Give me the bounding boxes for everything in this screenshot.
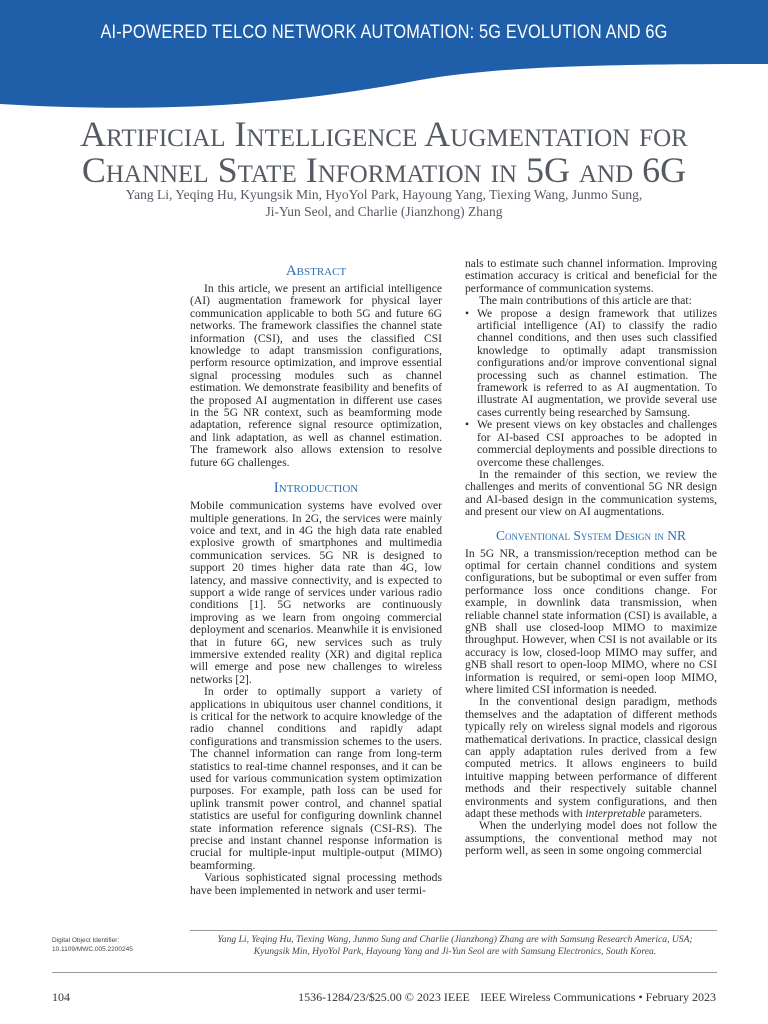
- right-column: [465, 258, 717, 858]
- affiliation-line-2: Kyungsik Min, HyoYol Park, Hayoung Yang and Ji-Yun Seol are with Samsung Electronics, South Korea.: [253, 946, 657, 957]
- contributions-intro: The main contributions of this article are that:: [479, 294, 692, 308]
- footnote-divider: [190, 930, 717, 931]
- conventional-design-heading: Conventional System Design in NR: [496, 527, 686, 543]
- paper-title: [40, 116, 728, 188]
- contribution-item-2: • We present views on key obstacles and challenges for AI-based CSI approaches to be adopted in commercial deployments and possible directions to overcome these challenges.: [465, 419, 717, 469]
- intro-paragraph-2: In order to optimally support a variety of applications in ubiquitous user channel conditions, it is critical for the network to acquire knowledge of the radio channel conditions and rapidly adapt configurations and transmission schemes to the users. The channel information can range from long-term statistics to real-time channel responses, and it can be used for various communication system optimization purposes. For example, path loss can be used for uplink transmit power control, and channel spatial statistics are useful for configuring downlink channel state information reference signals (CSI-RS). The precise and instant channel response information is crucial for multiple-input multiple-output (MIMO) beamforming.: [190, 685, 442, 872]
- interpretable-emphasis: interpretable: [585, 807, 646, 821]
- doi-block: [52, 936, 172, 954]
- paper-title-line-2: Channel State Information in 5G and 6G: [81, 150, 687, 190]
- doi-label: Digital Object Identifier:: [52, 937, 120, 944]
- footer-divider: [52, 972, 717, 973]
- conventional-paragraph-1: In 5G NR, a transmission/reception method can be optimal for certain channel conditions and system configurations, but be suboptimal or even suffer from performance loss once conditions change. For example, in downlink data transmission, when reliable channel state information (CSI) is available, a gNB shall use closed-loop MIMO to maximize throughput. However, when CSI is not available or its accuracy is low, closed-loop MIMO may suffer, and gNB shall resort to open-loop MIMO, where no CSI information is required, or semi-open loop MIMO, where limited CSI information is needed.: [465, 546, 717, 696]
- authors-line-2: Ji-Yun Seol, and Charlie (Jianzhong) Zhang: [265, 204, 503, 219]
- conventional-paragraph-2-text: In the conventional design paradigm, methods themselves and the adaptation of different methods typically rely on wireless signal models and rigorous mathematical derivations. In practice, classical design can apply adaptation rules derived from a few computed metrics. It allows engineers to build intuitive mapping between performance of different methods and their respectively suitable channel environments and system configurations, and then adapt these methods with: [465, 695, 717, 821]
- conventional-paragraph-2-end: parameters.: [645, 807, 703, 821]
- authors-line-1: Yang Li, Yeqing Hu, Kyungsik Min, HyoYol Park, Hayoung Yang, Tiexing Wang, Junmo Sung,: [125, 187, 643, 202]
- doi-value: 10.1109/MWC.005.2200245: [52, 946, 133, 953]
- abstract-text: In this article, we present an artificial intelligence (AI) augmentation framework for physical layer communication applicable to both 5G and future 6G networks. The framework classifies the channel state information (CSI), and uses the classified CSI knowledge to adapt transmission configurations, perform resource optimization, and improve essential signal processing modules such as channel estimation. We demonstrate feasibility and benefits of the proposed AI augmentation in different use cases in the 5G NR context, such as beamforming mode adaptation, reference signal resource optimization, and link adaptation, as well as channel estimation. The framework also allows extension to resolve future 6G challenges.: [190, 282, 442, 469]
- remainder-paragraph: In the remainder of this section, we review the challenges and merits of conventional 5G NR design and AI-based design in the communication systems, and present our view on AI augmentations.: [465, 467, 717, 519]
- abstract-heading: Abstract: [285, 263, 347, 279]
- header-banner: [0, 0, 768, 120]
- left-column: [190, 258, 442, 897]
- conventional-paragraph-3: When the underlying model does not follow the assumptions, the conventional method may not perform well, as seen in some ongoing commercial: [465, 819, 717, 858]
- journal-name: IEEE Wireless Communications • February 2023: [480, 990, 716, 1004]
- conventional-paragraph-2: [465, 696, 717, 820]
- affiliation-line-1: Yang Li, Yeqing Hu, Tiexing Wang, Junmo Sung and Charlie (Jianzhong) Zhang are with Samsung Research America, USA;: [217, 934, 693, 945]
- paper-title-line-1: Artificial Intelligence Augmentation for: [80, 114, 688, 154]
- page-number: 104: [52, 990, 70, 1004]
- contribution-item-1: • We propose a design framework that utilizes artificial intelligence (AI) to classify the radio channel conditions, and then uses such classified knowledge to optimally adapt transmission configurations and/or improve conventional signal processing such as channel estimation. The framework is referred to as AI augmentation. To illustrate AI augmentation, we provide several use cases currently being researched by Samsung.: [465, 308, 717, 420]
- issn-copyright: 1536-1284/23/$25.00 © 2023 IEEE: [298, 990, 470, 1004]
- intro-paragraph-3: Various sophisticated signal processing methods have been implemented in network and user termi-: [190, 871, 442, 897]
- intro-paragraph-1: Mobile communication systems have evolved over multiple generations. In 2G, the services were mainly voice and text, and in 4G the high data rate enabled explosive growth of smartphones and multimedia communication services. 5G NR is designed to support 20 times higher data rate than 4G, low latency, and massive connectivity, and is expected to support a wide range of services under various radio conditions [1]. 5G networks are continuously improving as we learn from ongoing commercial deployment and scenarios. Meanwhile it is envisioned that in future 6G, new services such as truly immersive extended reality (XR) and digital replica will emerge and pose new challenges to wireless networks [2].: [190, 499, 442, 686]
- author-affiliations: [200, 934, 710, 958]
- introduction-heading: Introduction: [273, 480, 359, 497]
- contributions-list: [465, 308, 717, 469]
- banner-swoosh: [0, 0, 768, 120]
- series-title: AI-POWERED TELCO NETWORK AUTOMATION: 5G EVOLUTION AND 6G: [100, 22, 668, 43]
- author-list: [60, 186, 708, 220]
- continuation-paragraph: nals to estimate such channel information. Improving estimation accuracy is critical and beneficial for the performance of communication systems.: [465, 257, 717, 295]
